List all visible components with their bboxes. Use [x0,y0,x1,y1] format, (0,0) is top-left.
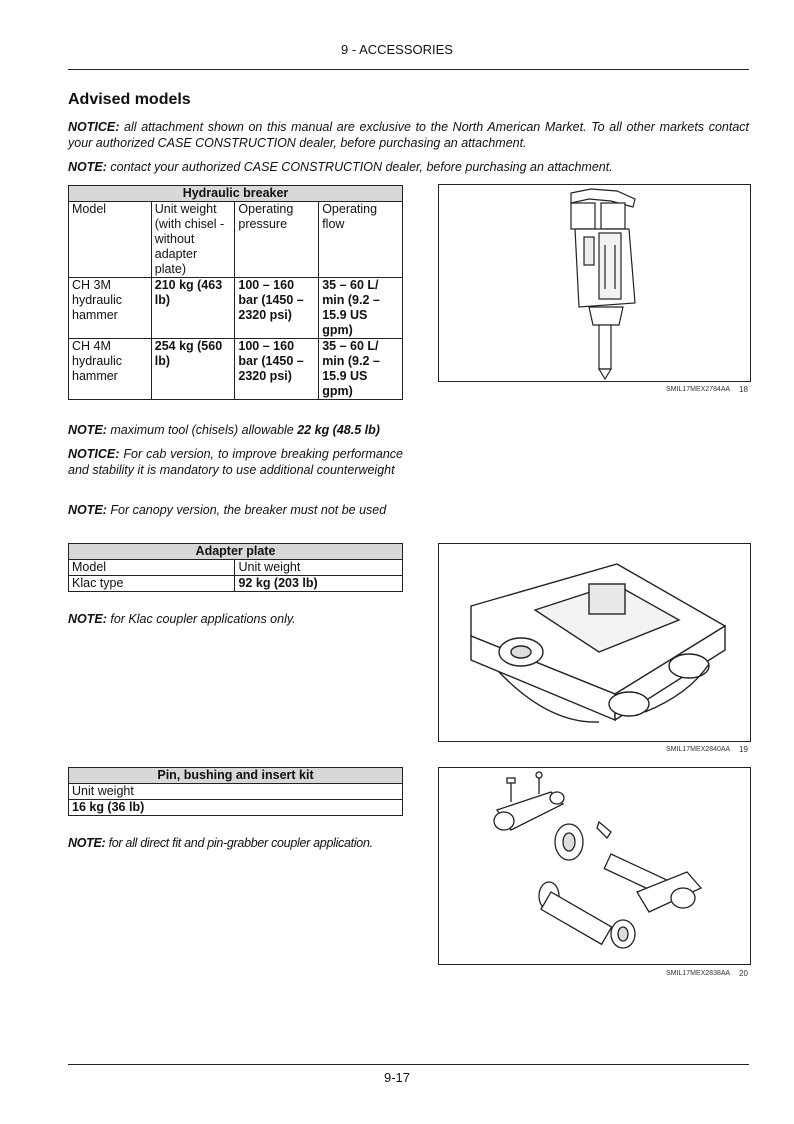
cab-version-notice [68,446,403,478]
figure-number: 18 [739,385,748,394]
table-title: Pin, bushing and insert kit [69,768,403,784]
pin-kit-note [68,835,403,851]
table-header-row [69,560,403,576]
cell-weight: 16 kg (36 lb) [69,800,403,816]
table-row [69,339,403,400]
header-rule [68,69,749,70]
note-text: maximum tool (chisels) allowable [106,423,298,437]
notice-text: all attachment shown on this manual are exclusive to the North American Market. To all other markets contact your authorized CASE CONSTRUCTION dealer, before purchasing an attachment. [68,120,749,150]
pin-kit-table [68,767,403,816]
figure-id: SMIL17MEX2838AA [666,970,731,977]
max-tool-note [68,422,403,438]
cell-flow: 35 – 60 L/ min (9.2 – 15.9 US gpm) [319,339,403,400]
canopy-version-note [68,502,403,518]
cell-flow: 35 – 60 L/ min (9.2 – 15.9 US gpm) [319,278,403,339]
table-title: Adapter plate [69,544,403,560]
figure-number: 20 [739,969,748,978]
hydraulic-breaker-table [68,185,403,400]
table-title: Hydraulic breaker [69,186,403,202]
notice-label: NOTICE: [68,120,120,134]
note-label: NOTE: [68,160,107,174]
note-value: 22 kg (48.5 lb) [297,423,380,437]
figure-id: SMIL17MEX2840AA [666,746,731,753]
figure-adapter-plate [438,543,751,742]
table-row [69,800,403,816]
note-label: NOTE: [68,612,107,626]
header-unit-weight: Unit weight [69,784,403,800]
klac-note [68,611,403,627]
note-label: NOTE: [68,836,106,850]
adapter-plate-illustration [439,544,750,741]
cell-pressure: 100 – 160 bar (1450 – 2320 psi) [235,278,319,339]
header-unit-weight: Unit weight [235,560,403,576]
footer-rule [68,1064,749,1065]
table-row [69,576,403,592]
cell-weight: 92 kg (203 lb) [235,576,403,592]
note-label: NOTE: [68,423,107,437]
notice-label: NOTICE: [68,447,120,461]
note-text: for Klac coupler applications only. [106,612,296,626]
table-header-row [69,202,403,278]
header-unit-weight: Unit weight (with chisel - without adapter plate) [151,202,235,278]
notice-paragraph [68,119,749,151]
notice-text: For cab version, to improve breaking performance and stability it is mandatory to use additional counterweight [68,447,403,477]
figure-number: 19 [739,745,748,754]
header-model: Model [69,560,235,576]
page-title: Advised models [68,91,191,108]
cell-model: Klac type [69,576,235,592]
figure-hydraulic-breaker [438,184,751,382]
page-number: 9-17 [383,1070,411,1085]
figure-id: SMIL17MEX2784AA [666,386,731,393]
figure-pin-kit [438,767,751,965]
header-operating-flow: Operating flow [319,202,403,278]
note-text: For canopy version, the breaker must not be used [106,503,387,517]
note-text: contact your authorized CASE CONSTRUCTION dealer, before purchasing an attachment. [106,160,613,174]
cell-weight: 210 kg (463 lb) [151,278,235,339]
table-header-row [69,784,403,800]
cell-model: CH 3M hydraulic hammer [69,278,152,339]
note-label: NOTE: [68,503,107,517]
note-paragraph [68,159,749,175]
header-model: Model [69,202,152,278]
cell-model: CH 4M hydraulic hammer [69,339,152,400]
header-operating-pressure: Operating pressure [235,202,319,278]
adapter-plate-table [68,543,403,592]
section-header: 9 - ACCESSORIES [341,42,453,57]
cell-weight: 254 kg (560 lb) [151,339,235,400]
table-row [69,278,403,339]
cell-pressure: 100 – 160 bar (1450 – 2320 psi) [235,339,319,400]
hydraulic-breaker-illustration [439,185,750,381]
note-text: for all direct fit and pin-grabber coupler application. [105,836,373,850]
pin-kit-illustration [439,768,750,964]
